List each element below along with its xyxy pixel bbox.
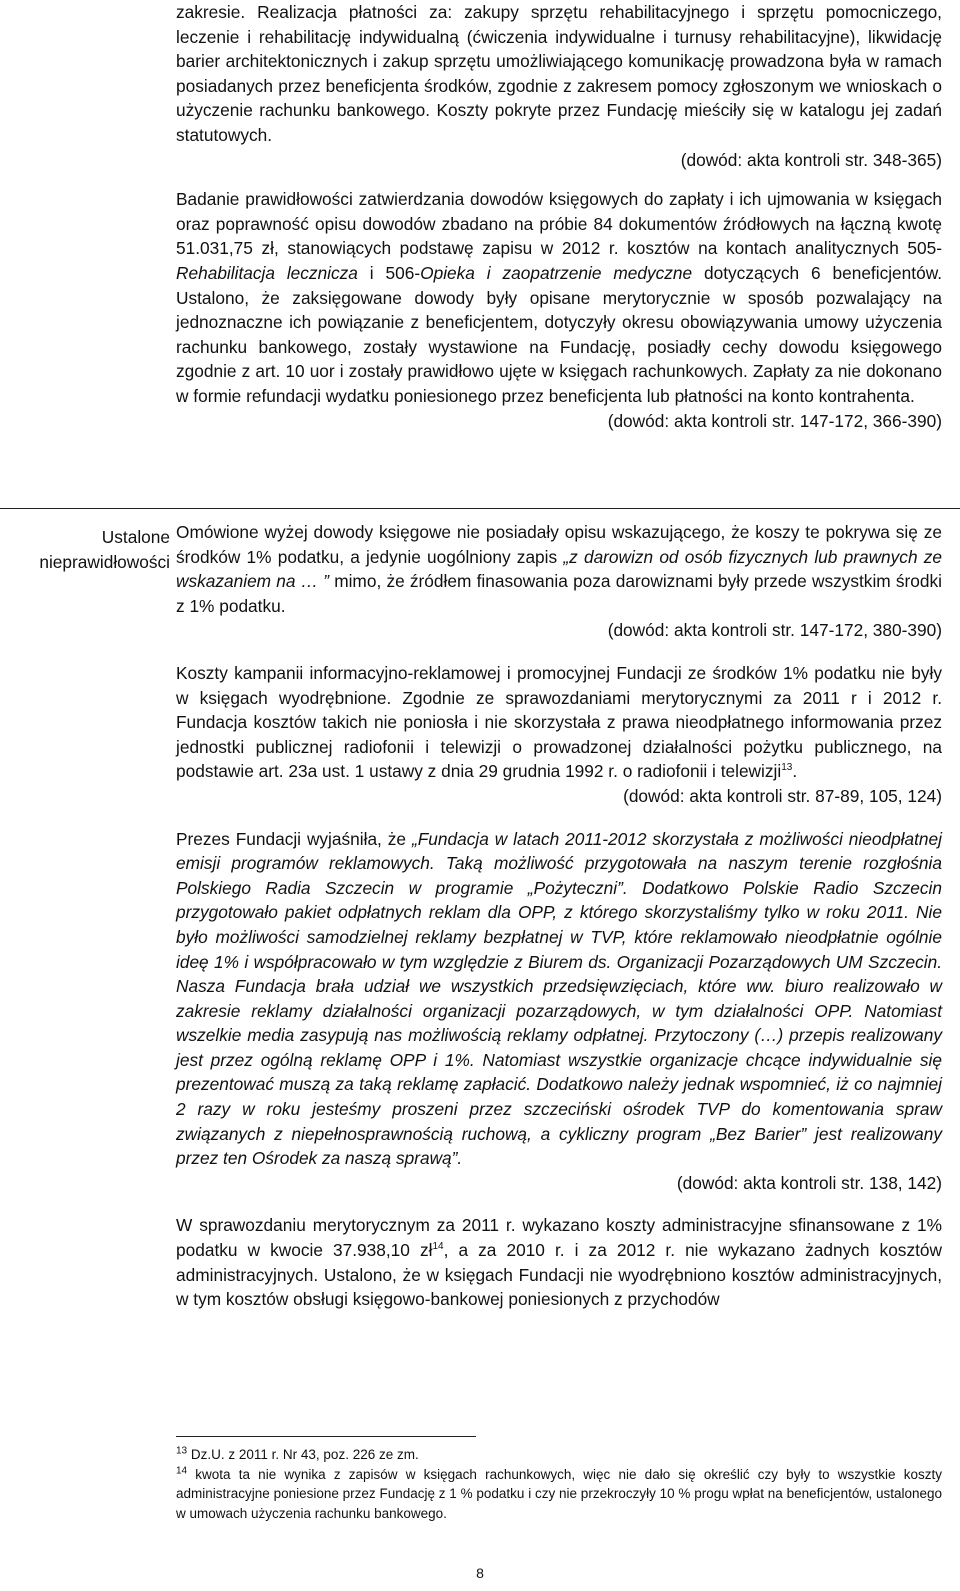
text-run: , a za 2010 r. i za 2012 r. nie wykazano żadnych kosztów administracyjnych. Ustalono, że w księgach Fundacji nie wyodrębniono kosztów administracyjnych, w tym kosztów obsługi księgowo-bankowej poniesionych z przychodów: [176, 1240, 942, 1310]
evidence-reference: (dowód: akta kontroli str. 87-89, 105, 124): [623, 785, 942, 806]
footnote-text: kwota ta nie wynika z zapisów w księgach rachunkowych, więc nie dało się określić czy były to wszystkie koszty administracyjne poniesione przez Fundację z 1 % podatku i czy nie przekroczyły 10 % progu wpłat na beneficjentów, ustalonego w umowach użyczenia rachunku bankowego.: [176, 1466, 942, 1521]
page-number: 8: [476, 1565, 484, 1581]
paragraph-payments: zakresie. Realizacja płatności za: zakupy sprzętu rehabilitacyjnego i sprzętu pomocniczego, leczenie i rehabilitację indywidualną (ćwiczenia indywidualne i turnusy rehabilitacyjne), likwidację barier architektonicznych i zakup sprzętu umożliwiającego komunikację prowadzona była w ramach posiadanych przez beneficjenta środków, zgodnie z zakresem pomocy zgłoszonym we wnioskach o użyczenie rachunku bankowego. Koszty pokryte przez Fundację mieściły się w katalogu jej zadań statutowych.: [176, 2, 942, 145]
account-name-italic: Opieka i zaopatrzenie medyczne: [420, 262, 693, 283]
section-divider: [0, 508, 960, 509]
evidence-reference: (dowód: akta kontroli str. 138, 142): [676, 1172, 942, 1193]
evidence-reference: (dowód: akta kontroli str. 147-172, 380-390): [607, 620, 942, 641]
findings-section-top: [176, 0, 942, 433]
footnote-separator: [176, 1436, 476, 1437]
text-run: dotyczących 6 beneficjentów. Ustalono, że zaksięgowane dowody były opisane merytorycznie w sposób pozwalający na jednoznaczne ich powiązanie z beneficjentem, dotyczyły okresu obowiązywania umowy użyczenia rachunku bankowego, zostały wystawione na Fundację, posiadły cechy dowodu księgowego zgodnie z art. 10 uor i zostały prawidłowo ujęte w księgach rachunkowych. Zapłaty za nie dokonano w formie refundacji wydatku poniesionego przez beneficjenta lub płatności na konto kontrahenta.: [176, 262, 943, 406]
text-run: W sprawozdaniu merytorycznym za 2011 r. wykazano koszty administracyjne sfinansowane z 1% podatku w kwocie 37.938,10 zł: [176, 1215, 942, 1261]
footnote-14: [176, 1465, 942, 1524]
footnote-ref: 13: [781, 762, 793, 774]
quoted-italic: „z darowizn od osób fizycznych lub prawnych ze wskazaniem na … ”: [176, 546, 943, 592]
side-label-irregularities: [0, 525, 170, 574]
text-run: Prezes Fundacji wyjaśniła, że: [176, 828, 412, 849]
quoted-italic: „Fundacja w latach 2011-2012 skorzystała z możliwości nieodpłatnej emisji programów reklamowych. Taką możliwość przygotowała na naszym terenie rozgłośnia Polskiego Radia Szczecin w programie „Pożyteczni”. Dodatkowo Polskie Radio Szczecin przygotowało pakiet odpłatnych reklam dla OPP, z którego skorzystaliśmy tylko w roku 2011. Nie było możliwości samodzielnej reklamy bezpłatnej w TVP, które reklamowało nieodpłatnie ogólnie ideę 1% i współpracowało w tym względzie z Biurem ds. Organizacji Pozarządowych UM Szczecin. Nasza Fundacja brała udział we wszystkich przedsięwzięciach, które ww. biuro realizowało w zakresie reklamy działalności organizacji pozarządowych, w tym działalności OPP. Natomiast wszelkie media zasypują nas możliwością reklamy odpłatnej. Przytoczony (…) przepis realizowany jest przez ogólną reklamę OPP i 1%. Natomiast wszystkie organizacje chcące indywidualnie się prezentować muszą za taką reklamę zapłacić. Dodatkowo należy jednak wspomnieć, iż co najmniej 2 razy w roku jesteśmy proszeni przez szczeciński ośrodek TVP do komentowania spraw związanych z niepełnosprawnością ruchową, a cykliczny program „Bez Barier” jest realizowany przez ten Ośrodek za naszą sprawą”.: [176, 828, 942, 1169]
footnote-ref: 14: [432, 1241, 444, 1253]
evidence-reference: (dowód: akta kontroli str. 147-172, 366-390): [607, 410, 942, 431]
paragraph-admin-costs: [176, 1213, 942, 1311]
footnote-number: 13: [176, 1445, 188, 1457]
text-run: i 506-: [357, 262, 421, 283]
footnotes: [176, 1445, 942, 1523]
side-label-line: Ustalone: [101, 527, 170, 547]
text-run: .: [792, 761, 798, 782]
text-run: Badanie prawidłowości zatwierdzania dowodów księgowych do zapłaty i ich ujmowania w księgach oraz poprawność opisu dowodów zbadano na próbie 84 dokumentów źródłowych na łączną kwotę 51.031,75 zł, stanowiących podstawę zapisu w 2012 r. kosztów na kontach analitycznych 505-: [176, 189, 942, 259]
text-run: Omówione wyżej dowody księgowe nie posiadały opisu wskazującego, że koszy te pokrywa się ze środków 1% podatku, a jedynie uogólniony zapis: [176, 522, 942, 567]
text-run: Koszty kampanii informacyjno-reklamowej i promocyjnej Fundacji ze środków 1% podatku nie były w księgach wyodrębnione. Zgodnie ze sprawozdaniami merytorycznymi za 2011 r i 2012 r. Fundacja kosztów takich nie poniosła i nie skorzystała z prawa nieodpłatnego informowania przez jednostki publicznej radiofonii i telewizji o prowadzonej działalności pożytku publicznego, na podstawie art. 23a ust. 1 ustawy z dnia 29 grudnia 1992 r. o radiofonii i telewizji: [176, 662, 942, 782]
footnote-13: [176, 1445, 942, 1465]
evidence-reference: (dowód: akta kontroli str. 348-365): [680, 149, 942, 170]
paragraph-documents-audit: [176, 187, 942, 408]
paragraph-campaign-costs: [176, 661, 942, 784]
irregularities-section: [176, 520, 942, 1312]
paragraph-description-missing: [176, 520, 942, 618]
account-name-italic: Rehabilitacja lecznicza: [176, 262, 358, 283]
footnote-text: Dz.U. z 2011 r. Nr 43, poz. 226 ze zm.: [187, 1447, 419, 1462]
side-label-line: nieprawidłowości: [39, 551, 170, 572]
paragraph-president-explanation: [176, 827, 942, 1171]
text-run: mimo, że źródłem finasowania poza darowiznami były przede wszystkim środki z 1% podatku.: [176, 571, 942, 616]
footnote-number: 14: [176, 1465, 188, 1476]
